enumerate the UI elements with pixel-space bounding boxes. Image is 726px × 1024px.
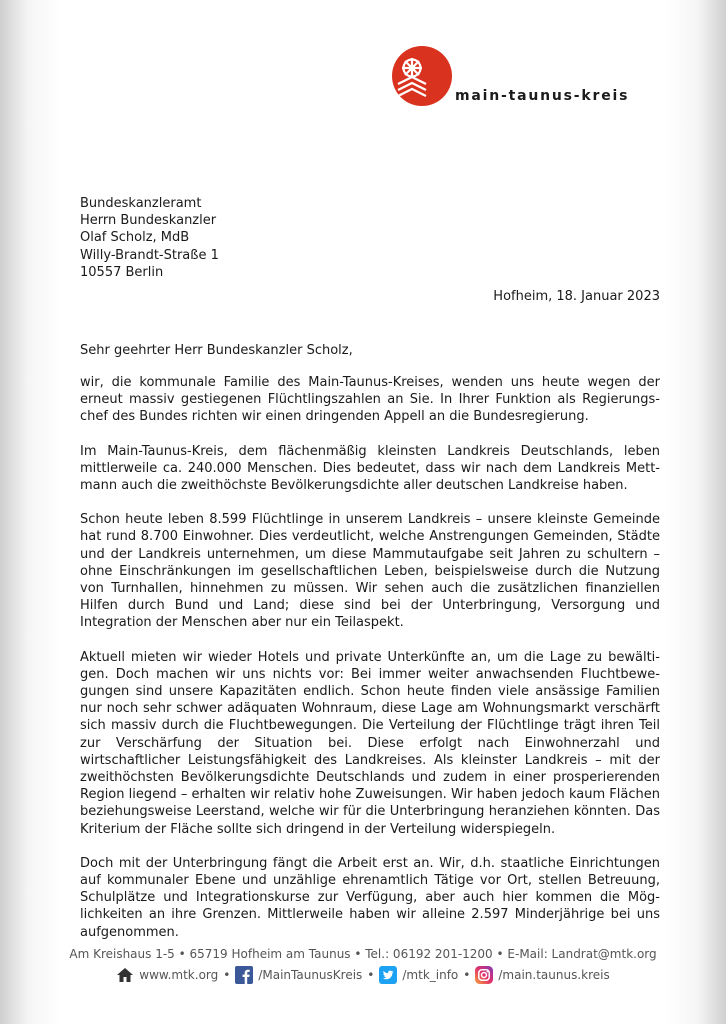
paragraph: Doch mit der Unterbringung fängt die Arbeit erst an. Wir, d.h. staatliche Einrichtungen auf kommunaler Ebene und unzählige ehrenamtlich Tätige vor Ort, stellen Betreuung, Schulplätze und Integrationskurse zur Verfügung, aber auch hier kommen die Möglichkeiten an ihre Grenzen. Mittlerweile haben wir alleine 2.597 Minderjährige bei uns aufgenommen. bbox=[80, 855, 660, 940]
address-line: 10557 Berlin bbox=[80, 264, 164, 280]
paragraph: Schon heute leben 8.599 Flüchtlinge in unserem Landkreis – unsere kleinste Gemeinde hat rund 8.700 Einwohner. Dies verdeutlicht, welche Anstrengungen Gemeinden, Städte und der Landkreis unternehmen, um diese Mammutaufgabe seit Jahren zu schultern – ohne Einschränkungen im gesellschaftlichen Leben, beispielsweise durch die Nutzung von Turnhallen, hinnehmen zu müssen. Wir sehen auch die zusätzlichen finanziellen Hilfen durch Bund und Land; diese sind bei der Unterbringung, Versorgung und Integration der Menschen aber nur ein Teilaspekt. bbox=[80, 512, 660, 631]
address-line: Herrn Bundeskanzler bbox=[80, 213, 217, 229]
separator: • bbox=[223, 968, 231, 982]
paragraph: wir, die kommunale Familie des Main-Taunus-Kreises, wenden uns heute wegen der erneut massiv gestiegenen Flüchtlingszahlen an Sie. In Ihrer Funktion als Regierungschef des Bundes richten wir einen dringenden Appell an die Bundesregierung. bbox=[80, 375, 660, 425]
logo bbox=[392, 46, 662, 110]
instagram-icon[interactable] bbox=[475, 966, 493, 984]
separator: • bbox=[367, 968, 375, 982]
salutation: Sehr geehrter Herr Bundeskanzler Scholz, bbox=[80, 343, 353, 358]
twitter-link[interactable]: /mtk_info bbox=[402, 968, 459, 982]
logo-text: main-taunus-kreis bbox=[455, 88, 630, 104]
website-link[interactable]: www.mtk.org bbox=[139, 968, 219, 982]
address-line: Bundeskanzleramt bbox=[80, 196, 202, 211]
wheel-icon bbox=[392, 46, 452, 106]
separator: • bbox=[463, 968, 471, 982]
twitter-icon[interactable] bbox=[379, 966, 397, 984]
paragraph: Aktuell mieten wir wieder Hotels und private Unterkünfte an, um die Lage zu bewältigen. Doch machen wir uns nichts vor: Bei immer weiter anwachsenden Fluchtbewegungen sind unsere Kapazitäten endlich. Schon heute finden viele ansässige Familien nur noch sehr schwer adäquaten Wohnraum, diese Lage am Wohnungsmarkt verschärft sich massiv durch die Fluchtbewegungen. Die Verteilung der Flüchtlinge trägt ihren Teil zur Verschärfung der Situation bei. Diese erfolgt nach Einwohnerzahl und wirtschaftlicher Leistungsfähigkeit des Landkreises. Als kleinster Landkreis – mit der zweithöchsten Bevölkerungsdichte Deutschlands und zudem in einer prosperierenden Region liegend – erhalten wir relativ hohe Zuweisungen. Wir haben jedoch kaum Flächen beziehungsweise Leerstand, welche wir für die Unterbringung heranziehen könnten. Das Kriterium der Fläche sollte sich dringend in der Verteilung widerspiegeln. bbox=[80, 649, 660, 837]
facebook-icon[interactable] bbox=[235, 966, 253, 984]
address-line: Olaf Scholz, MdB bbox=[80, 230, 190, 246]
footer-social bbox=[0, 966, 726, 984]
letter-body bbox=[80, 374, 660, 958]
logo-emblem bbox=[392, 46, 452, 106]
home-icon bbox=[116, 966, 134, 984]
recipient-address bbox=[80, 195, 660, 281]
instagram-link[interactable]: /main.taunus.kreis bbox=[498, 968, 610, 982]
footer-contact: Am Kreishaus 1-5 • 65719 Hofheim am Taunus • Tel.: 06192 201-1200 • E-Mail: Landrat@mtk.org bbox=[69, 947, 657, 961]
letter-date: Hofheim, 18. Januar 2023 bbox=[493, 289, 660, 304]
facebook-link[interactable]: /MainTaunusKreis bbox=[258, 968, 363, 982]
paragraph: Im Main-Taunus-Kreis, dem flächenmäßig kleinsten Landkreis Deutschlands, leben mittlerweile ca. 240.000 Menschen. Dies bedeutet, dass wir nach dem Landkreis Mettmann auch die zweithöchste Bevölkerungsdichte aller deutschen Landkreise haben. bbox=[80, 443, 660, 494]
address-line: Willy-Brandt-Straße 1 bbox=[80, 247, 219, 263]
footer bbox=[0, 946, 726, 984]
